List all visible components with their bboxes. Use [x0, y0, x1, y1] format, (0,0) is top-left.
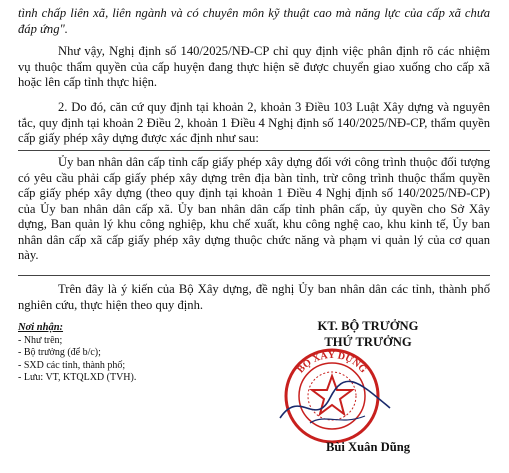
recipient-item: - Như trên;	[18, 334, 63, 346]
paragraph-basis: 2. Do đó, căn cứ quy định tại khoản 2, khoản 3 Điều 103 Luật Xây dựng và nguyên tắc, quy định tại khoản 2 Điều 2, khoản 1 Điều 4 Nghị định số 140/2025/NĐ-CP, thẩm quyền cấp giấy phép xây dựng được xác định như sau:	[18, 100, 490, 145]
signer-title-line1: KT. BỘ TRƯỞNG	[317, 319, 419, 333]
recipient-item: - SXD các tỉnh, thành phố;	[18, 359, 126, 371]
signer-name: Bùi Xuân Dũng	[326, 440, 410, 454]
paragraph-permit-authority: Ủy ban nhân dân cấp tỉnh cấp giấy phép xây dựng đối với công trình thuộc đối tượng có yêu cầu phải cấp giấy phép xây dựng trên địa bàn tỉnh, trừ công trình thuộc thẩm quyền cấp giấy phép xây dựng (theo quy định tại khoản 1 Điều 4 Nghị định số 140/2025/NĐ-CP) của Ủy ban nhân dân cấp xã. Ủy ban nhân dân cấp tỉnh phân cấp, ủy quyền cho Sở Xây dựng, Ban quản lý khu công nghiệp, khu chế xuất, khu công nghệ cao, khu kinh tế, Ủy ban nhân dân cấp xã cấp giấy phép xây dựng thuộc chức năng và phạm vi quản lý của cơ quan này.	[18, 155, 490, 262]
permit-authority-box	[18, 150, 490, 276]
handwritten-signature-icon	[270, 368, 400, 438]
paragraph-continuation: tình chấp liên xã, liên ngành và có chuyên môn kỹ thuật cao mà năng lực của cấp xã chưa đáp ứng".	[18, 6, 490, 36]
recipients-heading: Nơi nhận:	[18, 322, 64, 333]
recipient-item: - Lưu: VT, KTQLXD (TVH).	[18, 372, 137, 384]
signer-title-line2: THỨ TRƯỞNG	[324, 335, 412, 349]
paragraph-closing: Trên đây là ý kiến của Bộ Xây dựng, đề nghị Ủy ban nhân dân các tỉnh, thành phố nghiên cứu, thực hiện theo quy định.	[18, 282, 490, 312]
recipient-item: - Bộ trưởng (để b/c);	[18, 347, 101, 359]
svg-text:BỘ XÂY DỰNG: BỘ XÂY DỰNG	[295, 349, 369, 376]
recipients-block	[18, 322, 218, 385]
paragraph-summary: Như vậy, Nghị định số 140/2025/NĐ-CP chỉ quy định việc phân định rõ các nhiệm vụ thuộc thẩm quyền của cấp huyện đang thực hiện sẽ được chuyển giao xuống cho cấp xã hoặc lên cấp tỉnh thực hiện.	[18, 44, 490, 89]
